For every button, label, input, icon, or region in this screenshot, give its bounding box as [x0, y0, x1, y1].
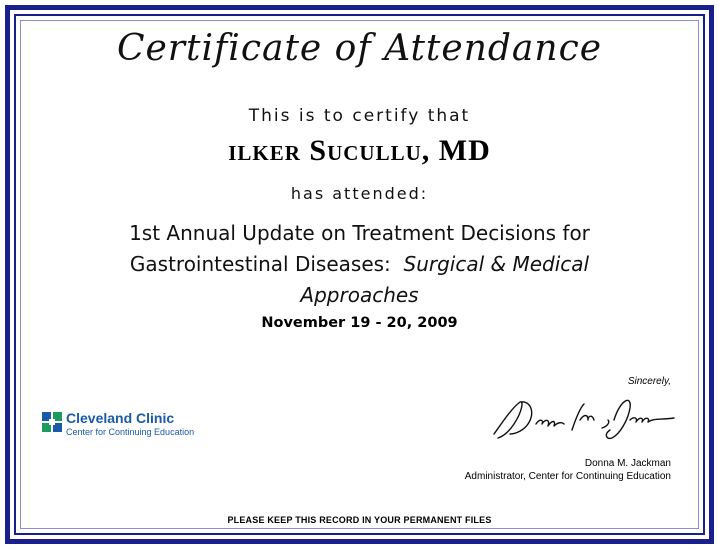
course-title-line2: [0, 249, 719, 280]
course-title-line3: Approaches: [300, 283, 419, 307]
signature-image: [484, 390, 684, 450]
event-date: November 19 - 20, 2009: [261, 315, 458, 331]
signatory-name: Donna M. Jackman: [584, 458, 671, 469]
certify-text: This is to certify that: [248, 106, 471, 126]
attended-text: has attended:: [290, 184, 429, 203]
certificate-title: Certificate of Attendance: [116, 28, 603, 69]
closing-text: Sincerely,: [627, 376, 671, 387]
course-title-line1: 1st Annual Update on Treatment Decisions for: [129, 221, 590, 245]
organization-subtitle: Center for Continuing Education: [66, 427, 195, 437]
course-title-line2-italic: Surgical & Medical: [403, 252, 590, 276]
signatory-title: Administrator, Center for Continuing Education: [464, 471, 671, 482]
course-title: [0, 218, 719, 311]
signatory-block: [465, 457, 671, 483]
cleveland-clinic-logo: [42, 411, 194, 438]
footer-notice: PLEASE KEEP THIS RECORD IN YOUR PERMANENT FILES: [227, 515, 492, 525]
cleveland-clinic-logo-icon: [42, 412, 62, 432]
course-title-line2-plain: Gastrointestinal Diseases:: [129, 252, 391, 276]
recipient-name: ilker Sucullu, MD: [228, 134, 491, 167]
organization-name: Cleveland Clinic: [66, 410, 175, 426]
